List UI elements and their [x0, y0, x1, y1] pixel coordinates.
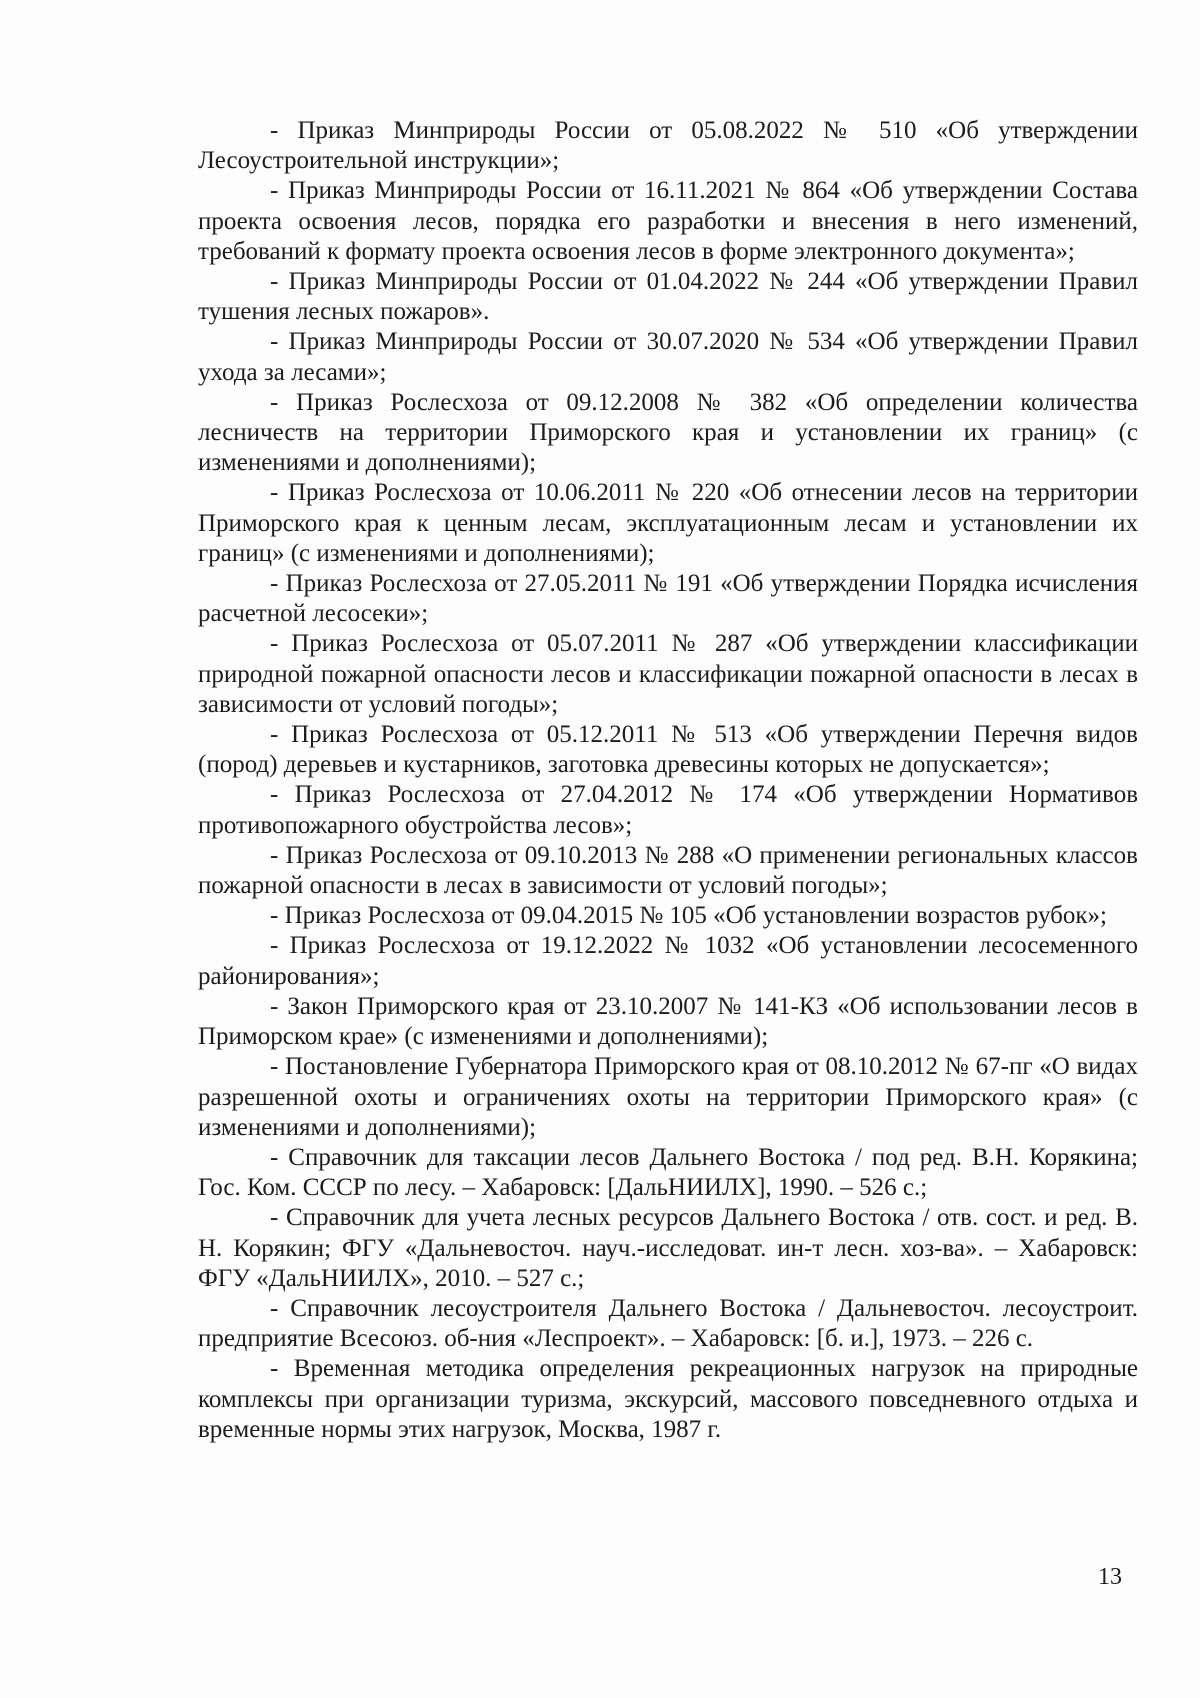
list-item: - Приказ Рослесхоза от 27.04.2012 № 174 «Об утверждении Нормативов противопожарного обустройства лесов»; — [198, 781, 1138, 839]
list-item: - Приказ Рослесхоза от 05.12.2011 № 513 «Об утверждении Перечня видов (пород) деревьев и кустарников, заготовка древесины которых не допускается»; — [198, 721, 1138, 779]
list-item: - Справочник лесоустроителя Дальнего Востока / Дальневосточ. лесоустроит. предприятие Всесоюз. об-ния «Леспроект». – Хабаровск: [б. и.], 1973. – 226 с. — [198, 1294, 1138, 1353]
list-item: - Приказ Рослесхоза от 19.12.2022 № 1032 «Об установлении лесосеменного районирования»; — [198, 932, 1138, 990]
list-item: - Приказ Рослесхоза от 05.07.2011 № 287 «Об утверждении классификации природной пожарной опасности лесов и классификации пожарной опасности в лесах в зависимости от условий погоды»; — [198, 630, 1138, 718]
reference-list — [198, 116, 1138, 1445]
list-item: - Приказ Рослесхоза от 09.10.2013 № 288 «О применении региональных классов пожарной опасности в лесах в зависимости от условий погоды»; — [198, 841, 1138, 900]
list-item: - Временная методика определения рекреационных нагрузок на природные комплексы при организации туризма, экскурсий, массового повседневного отдыха и временные нормы этих нагрузок, Москва, 1987 г. — [198, 1355, 1138, 1443]
list-item: - Приказ Минприроды России от 30.07.2020 № 534 «Об утверждении Правил ухода за лесами»; — [198, 328, 1138, 386]
list-item: - Справочник для таксации лесов Дальнего Востока / под ред. В.Н. Корякина; Гос. Ком. СССР по лесу. – Хабаровск: [ДальНИИЛХ], 1990. – 526 с.; — [198, 1143, 1138, 1202]
list-item: - Постановление Губернатора Приморского края от 08.10.2012 № 67-пг «О видах разрешенной охоты и ограничениях охоты на территории Приморского края» (с изменениями и дополнениями); — [198, 1053, 1138, 1141]
list-item: - Приказ Минприроды России от 01.04.2022 № 244 «Об утверждении Правил тушения лесных пожаров». — [198, 268, 1138, 326]
list-item: - Приказ Рослесхоза от 09.04.2015 № 105 «Об установлении возрастов рубок»; — [270, 902, 1107, 930]
list-item: - Приказ Минприроды России от 16.11.2021 № 864 «Об утверждении Состава проекта освоения лесов, порядка его разработки и внесения в него изменений, требований к формату проекта освоения лесов в форме электронного документа»; — [198, 177, 1138, 265]
list-item: - Закон Приморского края от 23.10.2007 № 141-КЗ «Об использовании лесов в Приморском крае» (с изменениями и дополнениями); — [198, 992, 1138, 1051]
list-item: - Приказ Рослесхоза от 09.12.2008 № 382 «Об определении количества лесничеств на территории Приморского края и установлении их границ» (с изменениями и дополнениями); — [198, 388, 1138, 477]
list-item: - Приказ Минприроды России от 05.08.2022 № 510 «Об утверждении Лесоустроительной инструкции»; — [198, 117, 1138, 175]
list-item: - Справочник для учета лесных ресурсов Дальнего Востока / отв. сост. и ред. В. Н. Корякин; ФГУ «Дальневосточ. науч.-исследоват. ин-т лесн. хоз-ва». – Хабаровск: ФГУ «ДальНИИЛХ», 2010. – 527 с.; — [198, 1204, 1138, 1292]
list-item: - Приказ Рослесхоза от 10.06.2011 № 220 «Об отнесении лесов на территории Приморского края к ценным лесам, эксплуатационным лесам и установлении их границ» (с изменениями и дополнениями); — [198, 479, 1138, 567]
page-number: 13 — [1098, 1564, 1122, 1590]
list-item: - Приказ Рослесхоза от 27.05.2011 № 191 «Об утверждении Порядка исчисления расчетной лесосеки»; — [198, 570, 1138, 628]
